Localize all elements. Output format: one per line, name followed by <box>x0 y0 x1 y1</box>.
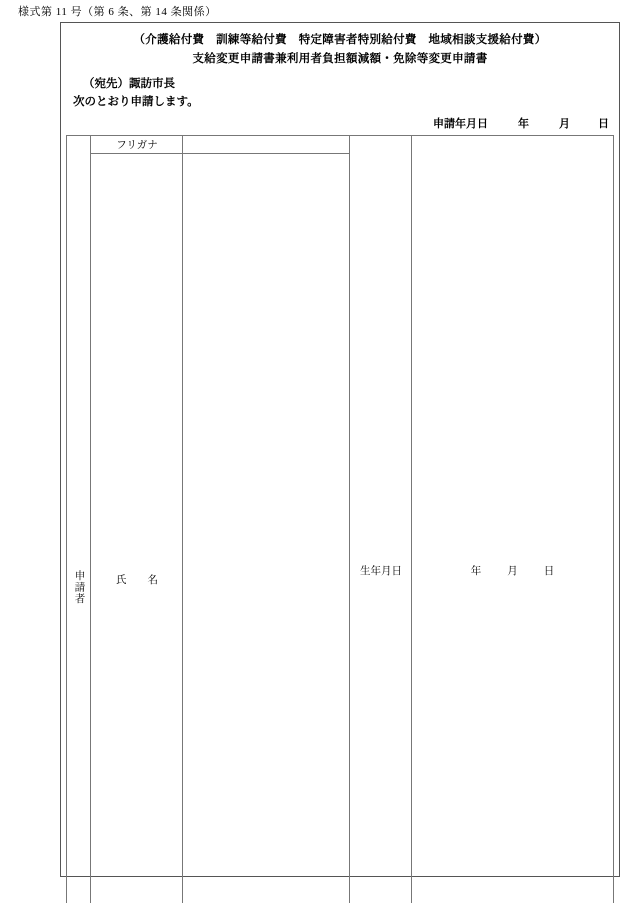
title-block <box>61 23 619 66</box>
applicant-name-input[interactable] <box>183 154 350 903</box>
statement: 次のとおり申請します。 <box>73 96 199 108</box>
address-to: （宛先）諏訪市長 <box>83 78 175 90</box>
applicant-furigana-input[interactable] <box>183 136 350 154</box>
title-line-1: （介護給付費 訓練等給付費 特定障害者特別給付費 地域相談支援給付費） <box>133 34 547 46</box>
applicant-birth-year: 年 <box>470 566 482 577</box>
applicant-vertical-label <box>67 136 91 903</box>
application-date-month: 月 <box>559 118 570 130</box>
application-date-row <box>61 115 619 131</box>
application-date-year: 年 <box>518 118 529 130</box>
applicant-birthdate-input[interactable] <box>412 136 613 903</box>
applicant-birth-day: 日 <box>543 566 555 577</box>
form-number: 様式第 11 号（第 6 条、第 14 条関係） <box>18 6 217 18</box>
application-date-label: 申請年月日 <box>433 118 488 130</box>
form-frame <box>60 22 620 877</box>
applicant-name-label: 氏 名 <box>91 154 183 903</box>
applicant-furigana-label: フリガナ <box>91 136 183 154</box>
title-line-2: 支給変更申請書兼利用者負担額減額・免除等変更申請書 <box>192 53 488 65</box>
application-date-day: 日 <box>598 118 609 130</box>
applicant-birthdate-label: 生年月日 <box>350 136 412 903</box>
applicant-vertical-label-text: 申請者 <box>73 570 85 605</box>
applicant-birth-month: 月 <box>507 566 518 577</box>
applicant-table <box>66 135 613 903</box>
